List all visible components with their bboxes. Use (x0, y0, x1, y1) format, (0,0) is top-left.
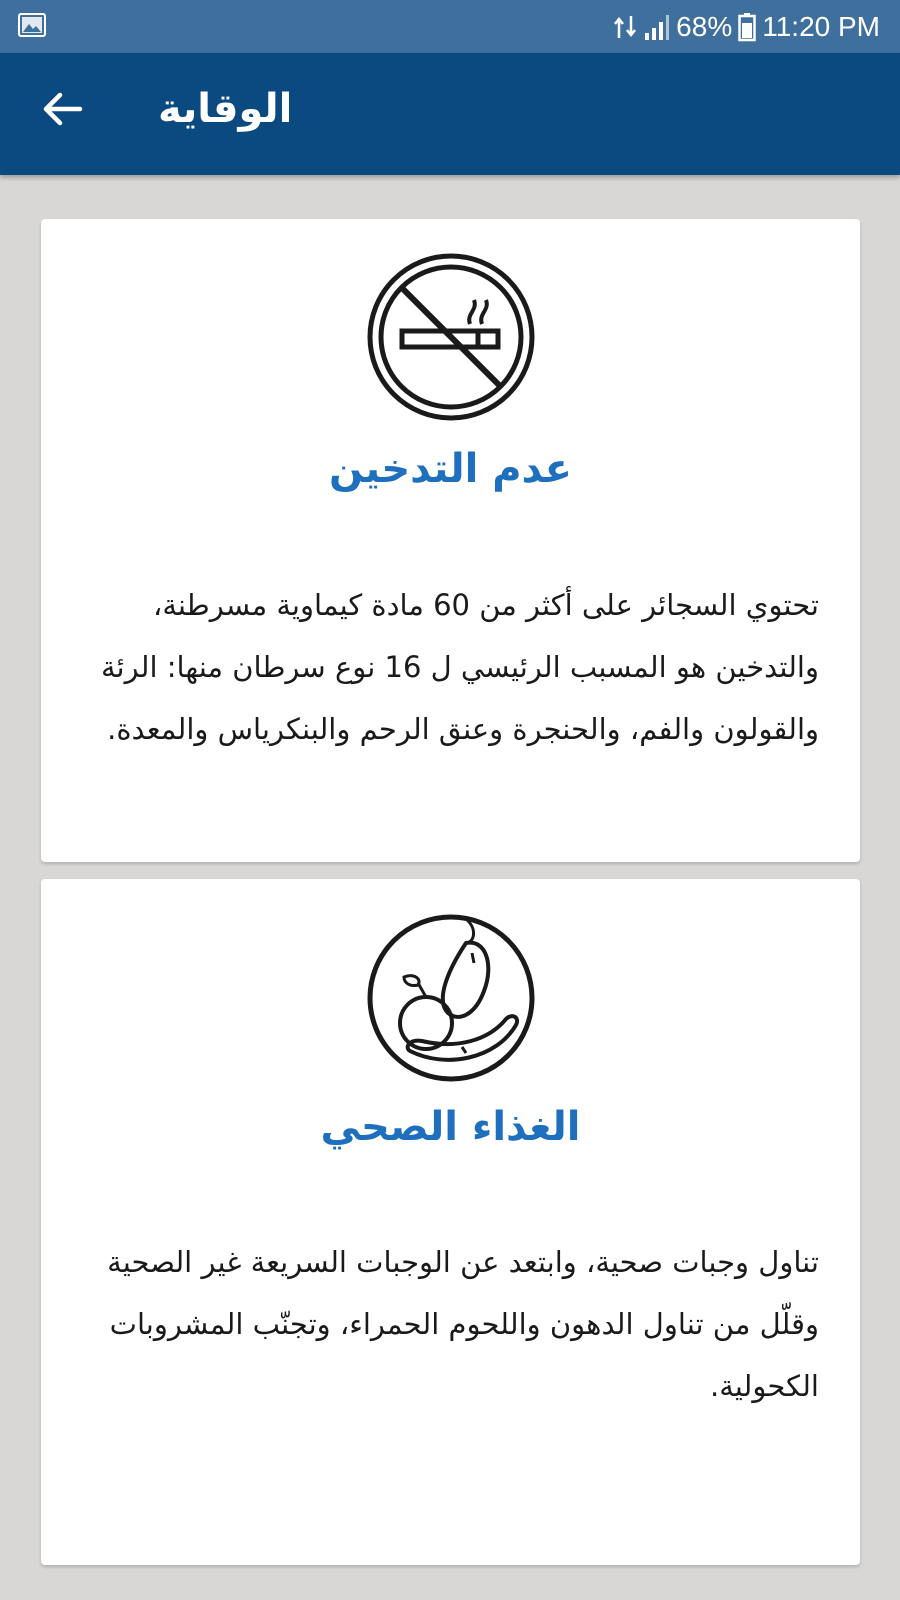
prevention-card-no-smoking (41, 219, 860, 862)
gallery-icon (18, 13, 46, 37)
battery-icon (738, 12, 756, 42)
card-body-text: تحتوي السجائر على أكثر من 60 مادة كيماوية مسرطنة، والتدخين هو المسبب الرئيسي ل 16 نوع سرطان منها: الرئة والقولون والفم، والحنجرة وعنق الرحم والبنكرياس والمعدة. (101, 588, 819, 746)
status-bar (0, 0, 900, 53)
card-title: عدم التدخين (329, 446, 572, 492)
arrow-left-icon (40, 89, 84, 129)
prevention-card-healthy-food (41, 879, 860, 1565)
signal-icon (644, 13, 670, 41)
battery-percent: 68% (676, 10, 733, 42)
card-body-text: تناول وجبات صحية، وابتعد عن الوجبات السريعة غير الصحية وقلّل من تناول الدهون واللحوم الحمراء، وتجنّب المشروبات الكحولية. (107, 1245, 819, 1403)
back-button[interactable] (30, 77, 94, 141)
healthy-food-icon (366, 913, 536, 1083)
data-arrows-icon (612, 12, 638, 42)
page-title: الوقاية (158, 86, 293, 132)
status-indicators (612, 0, 880, 53)
clock-time: 11:20 PM (762, 10, 880, 42)
no-smoking-icon (366, 252, 536, 422)
card-title: الغذاء الصحي (320, 1104, 581, 1150)
app-bar (0, 53, 900, 175)
